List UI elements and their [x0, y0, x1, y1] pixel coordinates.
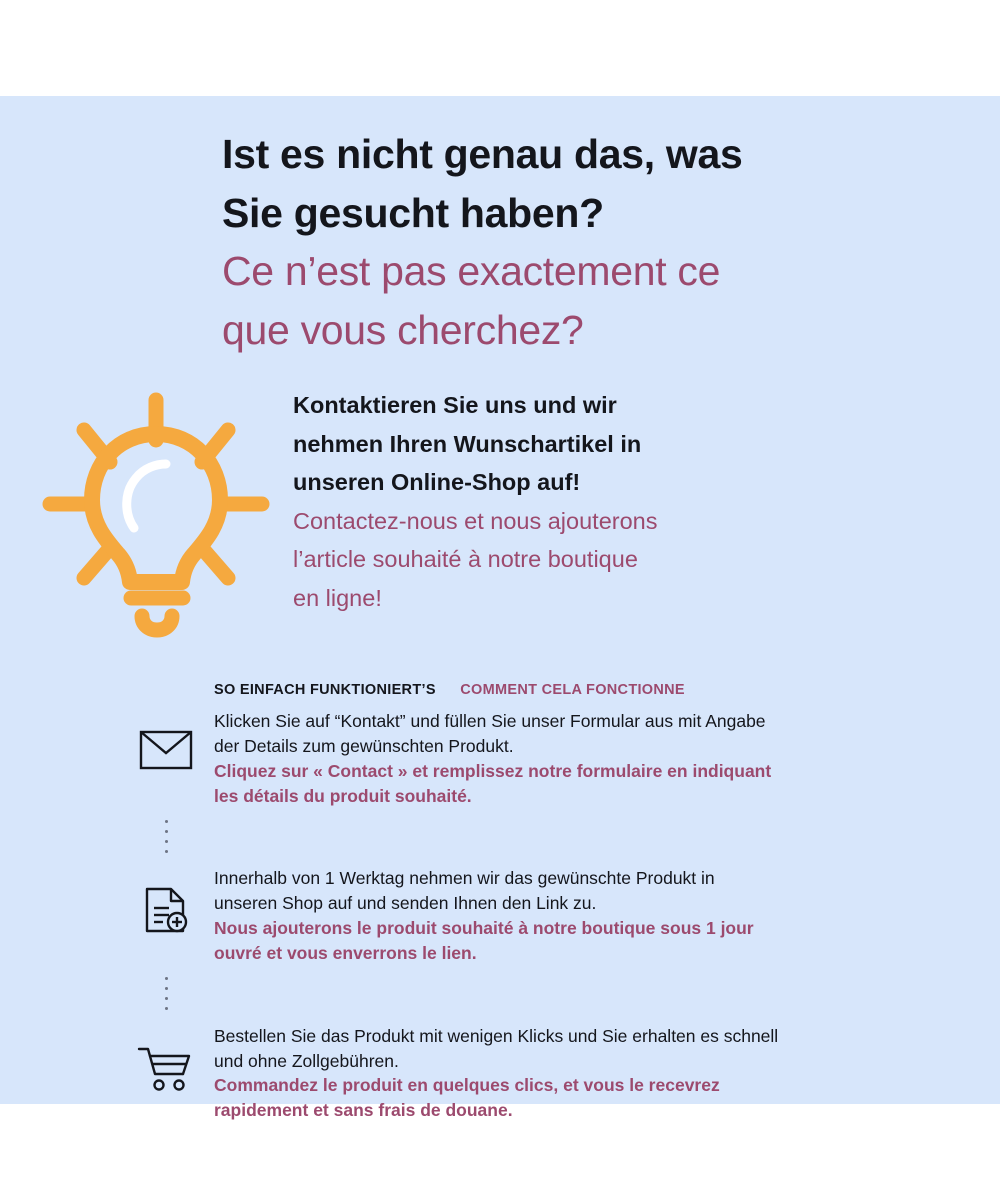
how-it-works-heading [214, 681, 685, 699]
intro-fr-line2: l’article souhaité à notre boutique [293, 546, 638, 573]
connector-dot [165, 977, 168, 980]
step-de-line1: Innerhalb von 1 Werktag nehmen wir das gewünschte Produkt in [214, 868, 715, 889]
intro-de-line3: unseren Online-Shop auf! [293, 469, 581, 496]
headline-block [222, 125, 922, 360]
step-de-line2: der Details zum gewünschten Produkt. [214, 735, 514, 756]
step-fr-line2: les détails du produit souhaité. [214, 785, 472, 806]
step-fr-line1: Nous ajouterons le produit souhaité à notre boutique sous 1 jour [214, 918, 754, 939]
headline-fr-line2: que vous cherchez? [222, 306, 584, 353]
headline-fr-line1: Ce n’est pas exactement ce [222, 248, 721, 295]
connector-dot [165, 1007, 168, 1010]
intro-fr-line3: en ligne! [293, 584, 382, 611]
step-connector-dots [118, 808, 928, 864]
shopping-cart-icon [118, 1022, 214, 1092]
document-add-icon [118, 864, 214, 936]
step-de-line1: Bestellen Sie das Produkt mit wenigen Klicks und Sie erhalten es schnell [214, 1025, 779, 1046]
lightbulb-icon [36, 382, 276, 642]
connector-dot [165, 997, 168, 1000]
envelope-icon [118, 707, 214, 771]
connector-dot [165, 840, 168, 843]
step-de-line1: Klicken Sie auf “Kontakt” und füllen Sie unser Formular aus mit Angabe [214, 711, 766, 731]
intro-de-line2: nehmen Ihren Wunschartikel in [293, 430, 642, 457]
step-item [118, 864, 928, 965]
connector-dot [165, 830, 168, 833]
intro-de-line1: Kontaktieren Sie uns und wir [293, 392, 617, 418]
step-de-line2: unseren Shop auf und senden Ihnen den Link zu. [214, 893, 597, 914]
step-item [118, 707, 928, 808]
how-it-works-de-label: SO EINFACH FUNKTIONIERT’S [214, 682, 436, 698]
step-connector-dots [118, 966, 928, 1022]
step-de-line2: und ohne Zollgebühren. [214, 1050, 399, 1071]
intro-block [293, 386, 913, 617]
step-fr-line1: Cliquez sur « Contact » et remplissez notre formulaire en indiquant [214, 760, 772, 781]
step-fr-line2: ouvré et vous enverrons le lien. [214, 942, 477, 963]
step-text [214, 707, 928, 808]
step-fr-line2: rapidement et sans frais de douane. [214, 1100, 513, 1121]
intro-fr-line1: Contactez-nous et nous ajouterons [293, 507, 658, 534]
how-it-works-fr-label: COMMENT CELA FONCTIONNE [460, 682, 685, 698]
step-item [118, 1022, 928, 1123]
connector-dot [165, 987, 168, 990]
steps-list [118, 707, 928, 1123]
step-text [214, 864, 928, 965]
step-text [214, 1022, 928, 1123]
step-fr-line1: Commandez le produit en quelques clics, et vous le recevrez [214, 1075, 720, 1096]
connector-dot [165, 820, 168, 823]
headline-de-line1: Ist es nicht genau das, was [222, 131, 743, 177]
connector-dot [165, 850, 168, 853]
headline-de-line2: Sie gesucht haben? [222, 189, 604, 236]
